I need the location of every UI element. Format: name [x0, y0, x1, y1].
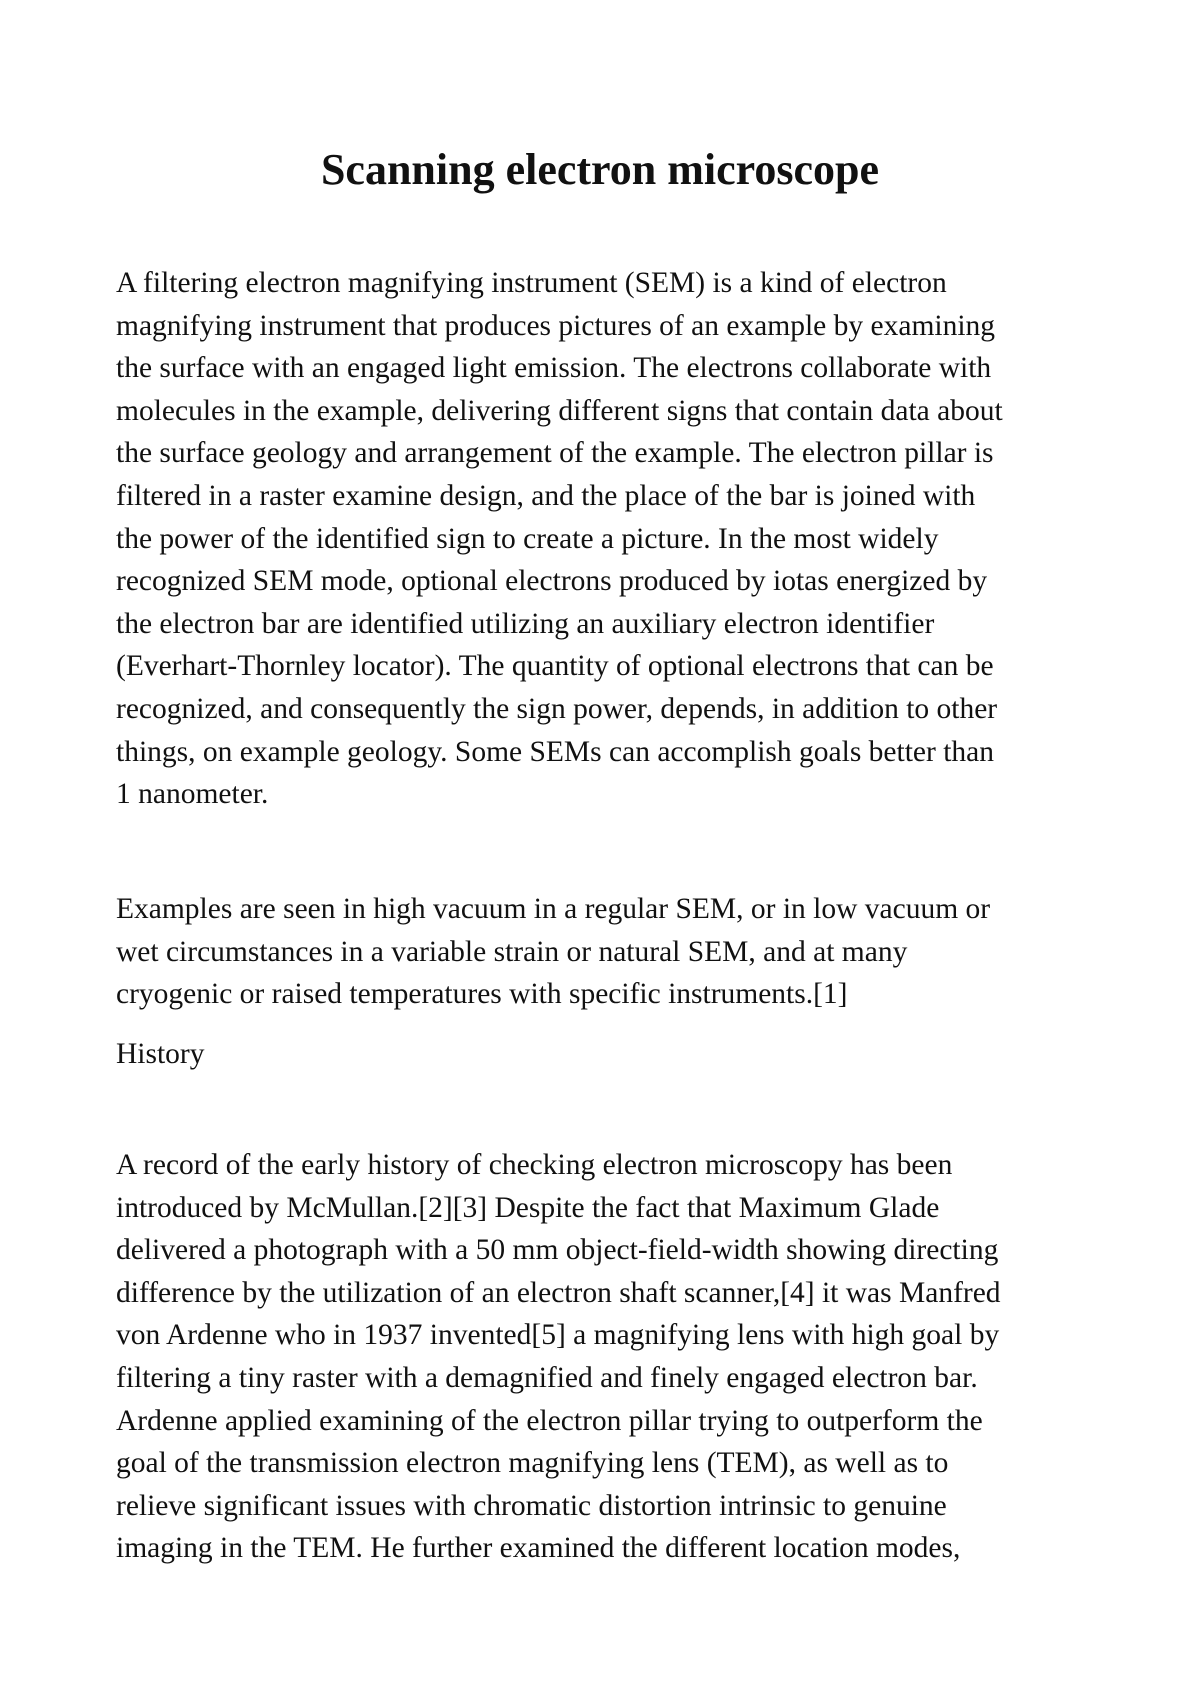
text-line: A filtering electron magnifying instrument (SEM) is a kind of electron	[116, 267, 947, 299]
text-line: the electron bar are identified utilizing an auxiliary electron identifier	[116, 607, 935, 640]
text-line: Ardenne applied examining of the electron pillar trying to outperform the	[116, 1404, 983, 1437]
text-line: wet circumstances in a variable strain or natural SEM, and at many	[116, 935, 908, 968]
text-line: things, on example geology. Some SEMs can accomplish goals better than	[116, 735, 994, 768]
text-line: cryogenic or raised temperatures with specific instruments.[1]	[116, 978, 848, 1011]
document-title: Scanning electron microscope	[320, 145, 880, 194]
text-line: von Ardenne who in 1937 invented[5] a magnifying lens with high goal by	[116, 1319, 1000, 1352]
section-heading-history	[116, 1033, 1106, 1076]
section-heading-text: History	[116, 1038, 205, 1070]
text-line: A record of the early history of checking electron microscopy has been	[116, 1149, 953, 1181]
paragraph-examples	[116, 888, 1106, 1016]
paragraph-history	[116, 1144, 1106, 1570]
text-line: difference by the utilization of an electron shaft scanner,[4] it was Manfred	[116, 1276, 1001, 1309]
text-line: molecules in the example, delivering different signs that contain data about	[116, 394, 1003, 427]
text-line: magnifying instrument that produces pictures of an example by examining	[116, 309, 996, 342]
text-line: 1 nanometer.	[116, 778, 269, 811]
text-line: filtering a tiny raster with a demagnified and finely engaged electron bar.	[116, 1361, 978, 1394]
text-line: goal of the transmission electron magnifying lens (TEM), as well as to	[116, 1447, 949, 1480]
text-line: delivered a photograph with a 50 mm object-field-width showing directing	[116, 1234, 999, 1267]
text-line: the power of the identified sign to create a picture. In the most widely	[116, 522, 939, 555]
text-line: the surface with an engaged light emission. The electrons collaborate with	[116, 352, 992, 385]
text-line: recognized SEM mode, optional electrons produced by iotas energized by	[116, 565, 988, 598]
text-line: the surface geology and arrangement of the example. The electron pillar is	[116, 437, 994, 470]
text-line: (Everhart-Thornley locator). The quantity of optional electrons that can be	[116, 650, 994, 683]
text-line: relieve significant issues with chromatic distortion intrinsic to genuine	[116, 1489, 947, 1522]
text-line: Examples are seen in high vacuum in a regular SEM, or in low vacuum or	[116, 893, 991, 925]
text-line: introduced by McMullan.[2][3] Despite the fact that Maximum Glade	[116, 1191, 940, 1224]
text-line: imaging in the TEM. He further examined the different location modes,	[116, 1532, 961, 1565]
text-line: recognized, and consequently the sign power, depends, in addition to other	[116, 692, 998, 725]
text-line: filtered in a raster examine design, and the place of the bar is joined with	[116, 479, 976, 512]
paragraph-introduction	[116, 262, 1106, 816]
